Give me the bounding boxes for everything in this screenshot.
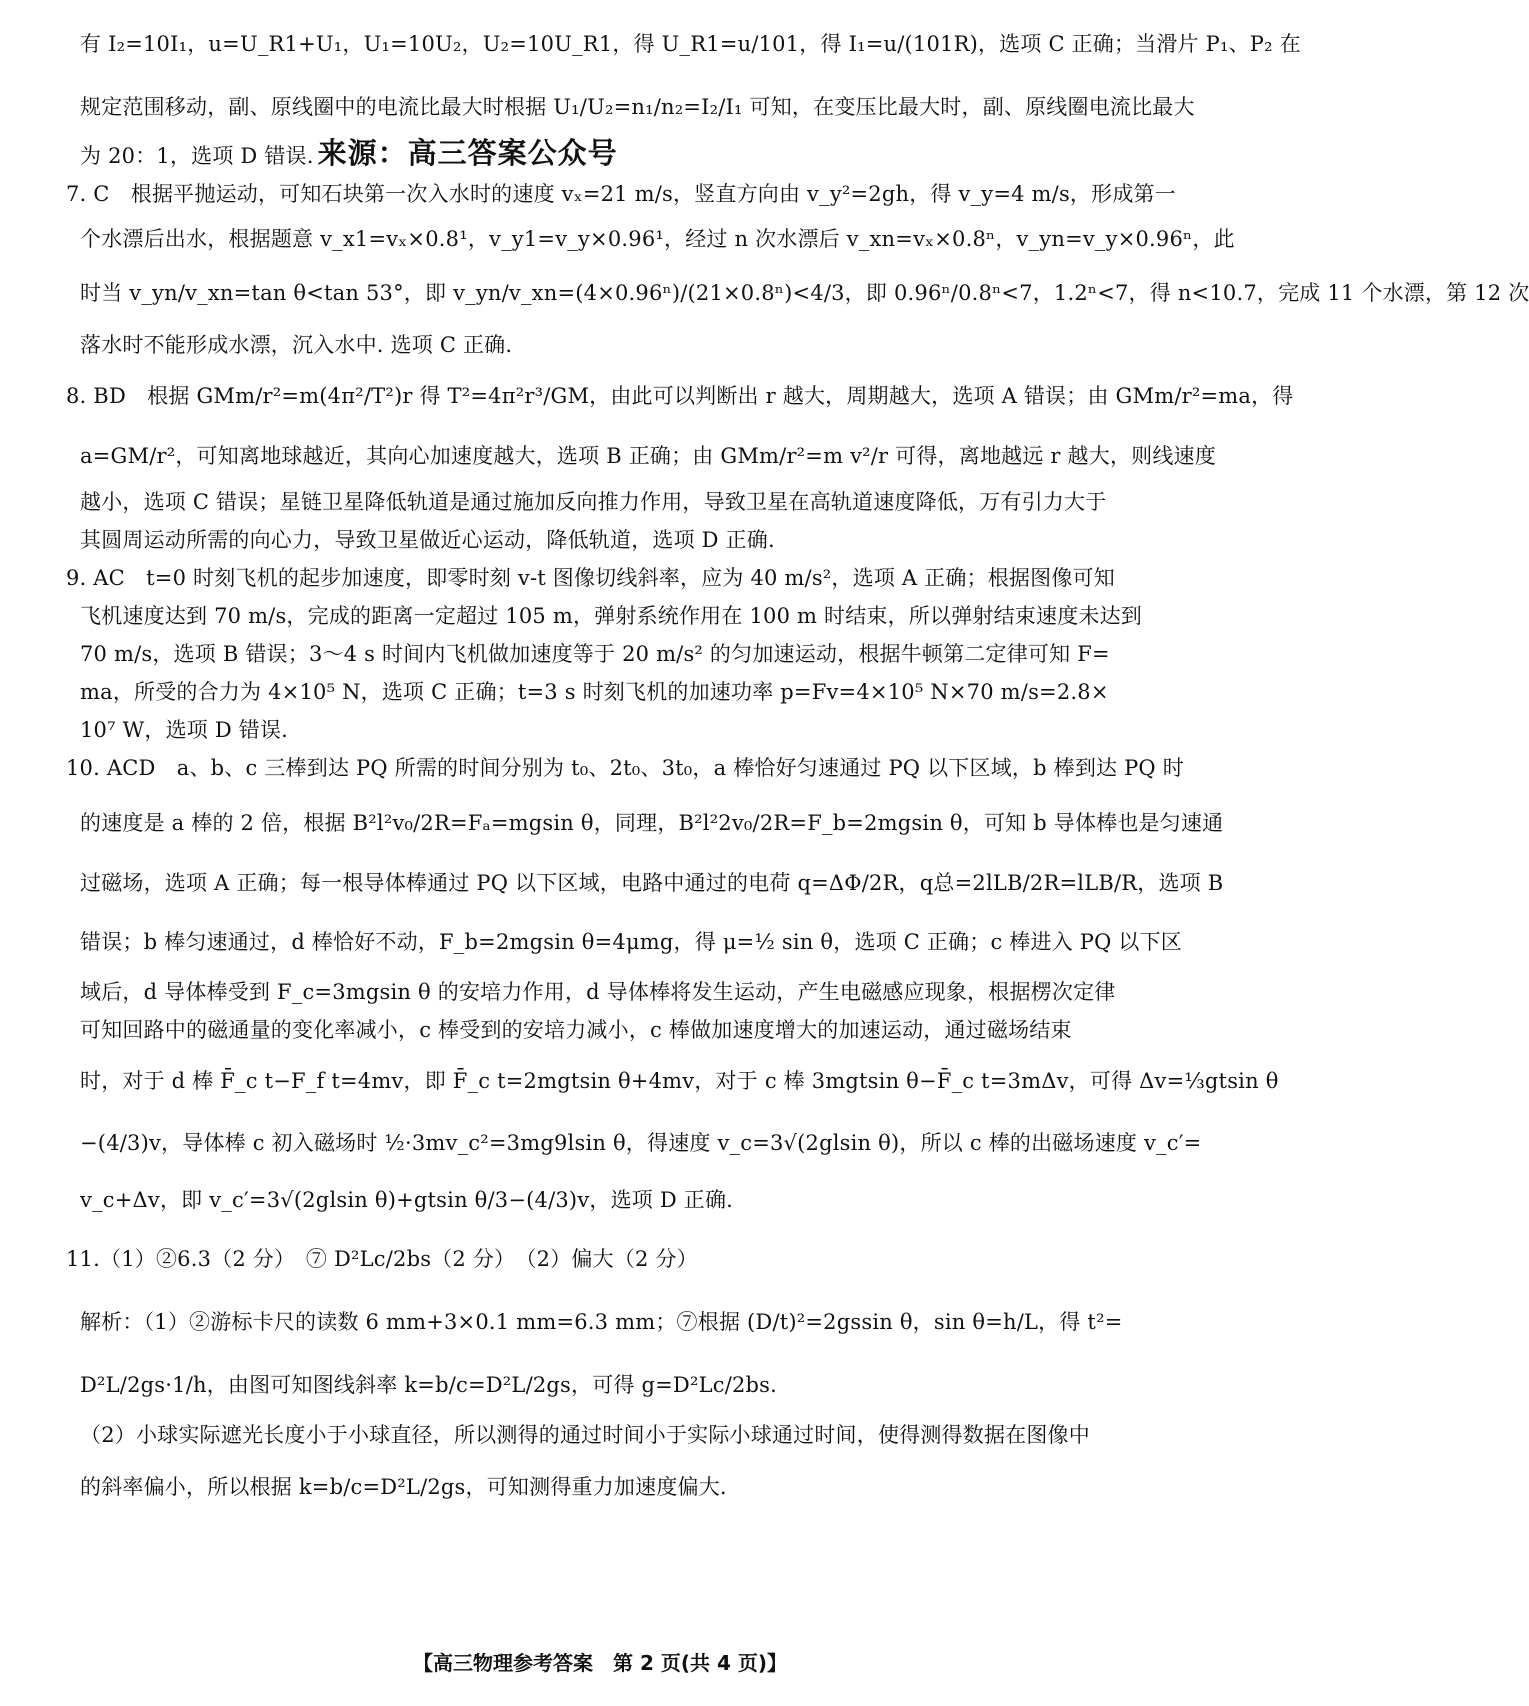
question-8-line: 8. BD 根据 GMm/r²=m(4π²/T²)r 得 T²=4π²r³/GM，由此可以判断出 r 越大，周期越大，选项 A 错误；由 GMm/r²=ma，得 [66,384,1294,408]
text-line: 越小，选项 C 错误；星链卫星降低轨道是通过施加反向推力作用，导致卫星在高轨道速度降低，万有引力大于 [80,490,1107,514]
text-line: 可知回路中的磁通量的变化率减小，c 棒受到的安培力减小，c 棒做加速度增大的加速运动，通过磁场结束 [80,1018,1072,1042]
text-line: 有 I₂=10I₁，u=U_R1+U₁，U₁=10U₂，U₂=10U_R1，得 U_R1=u/101，得 I₁=u/(101R)，选项 C 正确；当滑片 P₁、P₂ 在 [80,32,1301,56]
question-9-line: 9. AC t=0 时刻飞机的起步加速度，即零时刻 v-t 图像切线斜率，应为 40 m/s²，选项 A 正确；根据图像可知 [66,566,1115,590]
text-line: 错误；b 棒匀速通过，d 棒恰好不动，F_b=2mgsin θ=4μmg，得 μ=½ sin θ，选项 C 正确；c 棒进入 PQ 以下区 [80,930,1182,954]
text-line: 解析：（1）②游标卡尺的读数 6 mm+3×0.1 mm=6.3 mm；⑦根据 (D/t)²=2gssin θ，sin θ=h/L，得 t²= [80,1310,1123,1334]
text-line: 过磁场，选项 A 正确；每一根导体棒通过 PQ 以下区域，电路中通过的电荷 q=ΔΦ/2R，q总=2lLB/2R=lLB/R，选项 B [80,871,1224,895]
text-line: 的斜率偏小，所以根据 k=b/c=D²L/2gs，可知测得重力加速度偏大. [80,1475,727,1499]
watermark-text: 来源：高三答案公众号 [317,136,618,170]
text-line: v_c+Δv，即 v_c′=3√(2glsin θ)+gtsin θ/3−(4/3)v，选项 D 正确. [80,1188,734,1212]
text-line: 为 20：1，选项 D 错误. [80,144,314,168]
text-line: 70 m/s，选项 B 错误；3～4 s 时间内飞机做加速度等于 20 m/s² 的匀加速运动，根据牛顿第二定律可知 F= [80,642,1110,666]
question-11-line: 11.（1）②6.3（2 分） ⑦ D²Lc/2bs（2 分） （2）偏大（2 分） [66,1247,698,1271]
question-7-line: 7. C 根据平抛运动，可知石块第一次入水时的速度 vₓ=21 m/s，竖直方向由 v_y²=2gh，得 v_y=4 m/s，形成第一 [66,182,1176,206]
text-line: ma，所受的合力为 4×10⁵ N，选项 C 正确；t=3 s 时刻飞机的加速功率 p=Fv=4×10⁵ N×70 m/s=2.8× [80,680,1109,704]
text-line: 其圆周运动所需的向心力，导致卫星做近心运动，降低轨道，选项 D 正确. [80,528,775,552]
text-line: （2）小球实际遮光长度小于小球直径，所以测得的通过时间小于实际小球通过时间，使得测得数据在图像中 [80,1423,1090,1447]
page-footer: 【高三物理参考答案 第 2 页(共 4 页)】 [413,1651,787,1675]
text-line: D²L/2gs·1/h，由图可知图线斜率 k=b/c=D²L/2gs，可得 g=D²Lc/2bs. [80,1373,778,1397]
text-line: 10⁷ W，选项 D 错误. [80,718,289,742]
text-line: 飞机速度达到 70 m/s，完成的距离一定超过 105 m，弹射系统作用在 100 m 时结束，所以弹射结束速度未达到 [80,604,1143,628]
text-line: a=GM/r²，可知离地球越近，其向心加速度越大，选项 B 正确；由 GMm/r²=m v²/r 可得，离地越远 r 越大，则线速度 [80,444,1216,468]
question-10-line: 10. ACD a、b、c 三棒到达 PQ 所需的时间分别为 t₀、2t₀、3t₀，a 棒恰好匀速通过 PQ 以下区域，b 棒到达 PQ 时 [66,756,1184,780]
text-line: 时，对于 d 棒 F̄_c t−F_f t=4mv，即 F̄_c t=2mgtsin θ+4mv，对于 c 棒 3mgtsin θ−F̄_c t=3mΔv，可得 Δv=⅓gtsin θ [80,1069,1279,1093]
text-line: 落水时不能形成水漂，沉入水中. 选项 C 正确. [80,333,513,357]
text-line: 的速度是 a 棒的 2 倍，根据 B²l²v₀/2R=Fₐ=mgsin θ，同理，B²l²2v₀/2R=F_b=2mgsin θ，可知 b 导体棒也是匀速通 [80,811,1224,835]
text-line: 个水漂后出水，根据题意 v_x1=vₓ×0.8¹，v_y1=v_y×0.96¹，经过 n 次水漂后 v_xn=vₓ×0.8ⁿ，v_yn=v_y×0.96ⁿ，此 [80,227,1235,251]
text-line: 时当 v_yn/v_xn=tan θ<tan 53°，即 v_yn/v_xn=(4×0.96ⁿ)/(21×0.8ⁿ)<4/3，即 0.96ⁿ/0.8ⁿ<7，1.2ⁿ<7，得 n<10.7，完成 11 个水漂，第 12 次 [80,281,1529,305]
text-line: 域后，d 导体棒受到 F_c=3mgsin θ 的安培力作用，d 导体棒将发生运动，产生电磁感应现象，根据楞次定律 [80,980,1116,1004]
text-line: −(4/3)v，导体棒 c 初入磁场时 ½·3mv_c²=3mg9lsin θ，得速度 v_c=3√(2glsin θ)，所以 c 棒的出磁场速度 v_c′= [80,1131,1202,1155]
text-line: 规定范围移动，副、原线圈中的电流比最大时根据 U₁/U₂=n₁/n₂=I₂/I₁ 可知，在变压比最大时，副、原线圈电流比最大 [80,95,1195,119]
text-line-with-watermark [80,138,1162,171]
